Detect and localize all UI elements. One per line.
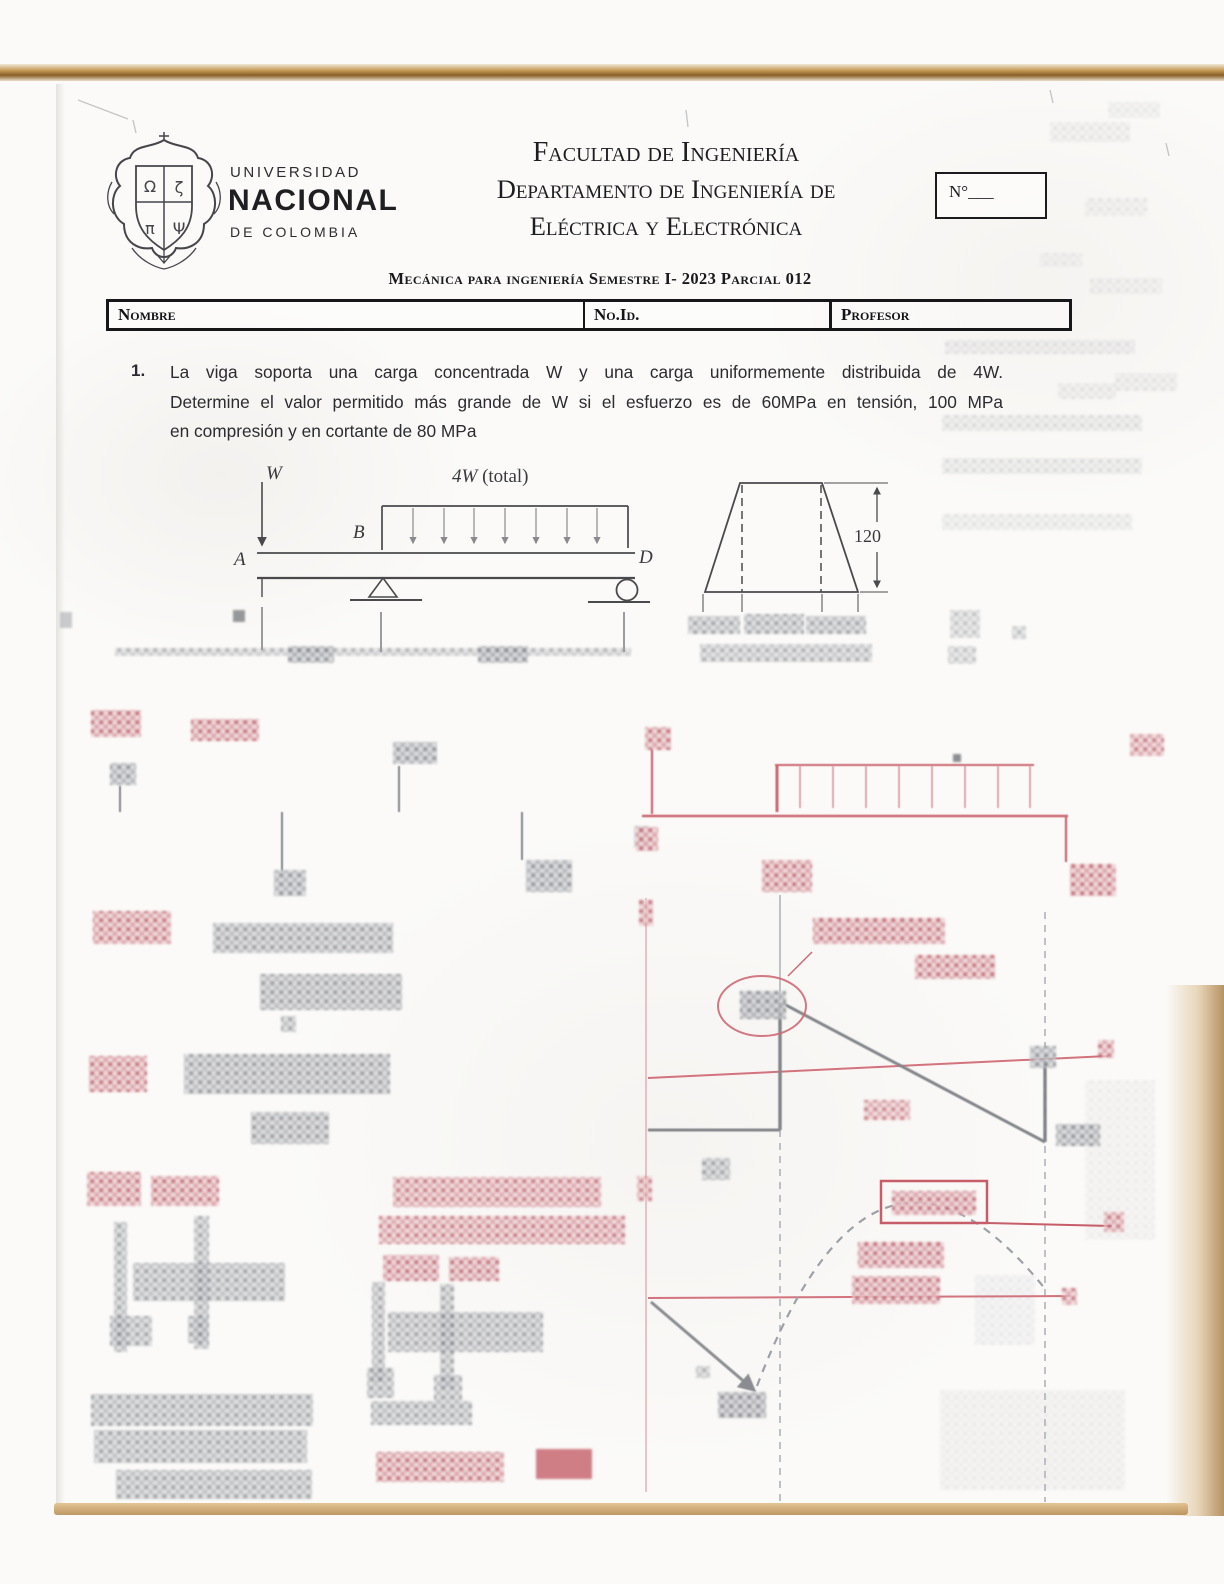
cross-section-diagram <box>703 483 888 612</box>
faculty-line: Facultad de Ingeniería <box>532 137 800 168</box>
course-banner: Mecánica para ingeniería Semestre I- 2023 Parcial 012 <box>388 269 812 288</box>
problem-line-3: en compresión y en cortante de 80 MPa <box>170 421 477 441</box>
svg-text:π: π <box>145 219 155 238</box>
scan-bottom-edge <box>54 1503 1188 1515</box>
distributed-load-suffix: (total) <box>477 466 529 487</box>
moment-diagram <box>648 1181 1124 1418</box>
department-line-2: Eléctrica y Electrónica <box>529 211 803 241</box>
de-colombia-word: DE COLOMBIA <box>230 224 361 240</box>
support-a-label: A <box>234 549 246 570</box>
problem-number: 1. <box>131 361 146 380</box>
svg-text:Ω: Ω <box>143 177 157 196</box>
support-b-label: B <box>353 522 365 543</box>
university-word: UNIVERSIDAD <box>230 164 362 181</box>
scan-right-edge <box>1166 985 1224 1516</box>
handwriting-left-column <box>87 710 648 1499</box>
section-height-dimension: 120 <box>854 526 881 546</box>
exam-number-label: N°___ <box>949 182 994 201</box>
point-load-label: W <box>266 463 282 484</box>
table-header-id: No.Id. <box>583 302 829 328</box>
problem-statement <box>170 358 1003 447</box>
dimension-ticks <box>262 607 624 652</box>
department-line-1: Departamento de Ingeniería de <box>496 174 836 204</box>
exam-number-box <box>935 172 1047 219</box>
table-header-profesor: Profesor <box>829 302 1069 328</box>
faculty-header <box>398 134 934 245</box>
problem-line-2: Determine el valor permitido más grande de W si el esfuerzo es de 60MPa en tensión, 100 MPa <box>170 391 1003 412</box>
table-header-nombre: Nombre <box>118 305 176 324</box>
problem-line-1: La viga soporta una carga concentrada W y una carga uniformemente distribuida de 4W. <box>170 362 1003 382</box>
beam-diagram <box>257 482 650 602</box>
handwriting-red-fbd <box>636 727 1164 896</box>
distributed-load-label <box>452 466 529 488</box>
nacional-word: NACIONAL <box>228 184 399 217</box>
blurred-dimension-labels <box>60 610 1026 664</box>
unal-crest-logo <box>108 132 221 269</box>
distributed-load-value: 4W <box>452 466 478 487</box>
student-id-table <box>106 299 1072 331</box>
support-d-label: D <box>639 547 653 568</box>
svg-text:Ψ: Ψ <box>172 219 186 238</box>
svg-text:ζ: ζ <box>174 178 184 197</box>
